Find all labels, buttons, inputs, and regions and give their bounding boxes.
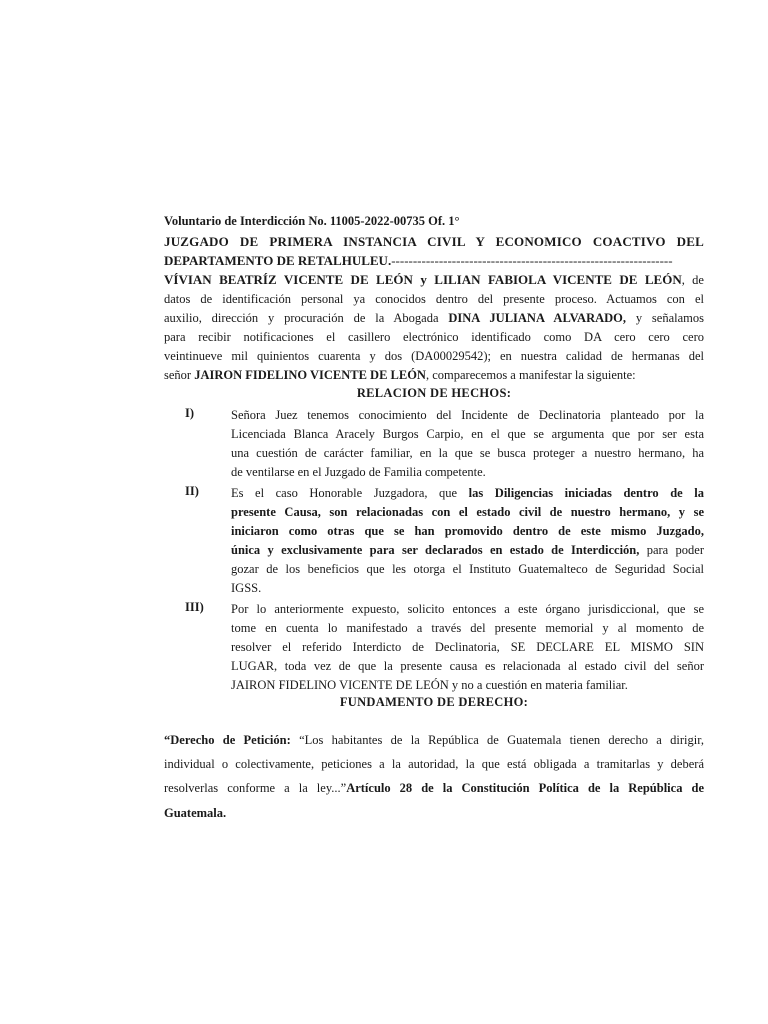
intro-l6-c: , comparecemos a manifestar la siguiente: xyxy=(425,368,636,382)
item-3-line-3: resolver el referido Interdicto de Declinatoria, SE DECLARE EL MISMO SIN xyxy=(231,640,704,654)
attorney-name: DINA JULIANA ALVARADO, xyxy=(448,311,627,325)
item-1-number: I) xyxy=(185,406,195,420)
intro-line-3 xyxy=(164,309,704,328)
item-2-line-3: iniciaron como otras que se han promovido dentro de este mismo Juzgado, xyxy=(231,524,704,538)
brother-name: JAIRON FIDELINO VICENTE DE LEÓN xyxy=(194,368,426,382)
fundamento-line-3 xyxy=(164,779,704,798)
petitioner-names: VÍVIAN BEATRÍZ VICENTE DE LEÓN y LILIAN FABIOLA VICENTE DE LEÓN xyxy=(164,272,682,287)
case-number-line: Voluntario de Interdicción No. 11005-2022-00735 Of. 1° xyxy=(164,214,460,228)
intro-l3-a: auxilio, dirección y procuración de la Abogada xyxy=(164,311,449,325)
derecho-peticion-label: “Derecho de Petición: xyxy=(164,733,291,747)
fundamento-line-2: individual o colectivamente, peticiones a la autoridad, la que está obligada a tramitarlas y deberá xyxy=(164,757,704,771)
intro-line-5: veintinueve mil quinientos cuarenta y dos (DA00029542); en nuestra calidad de hermanas del xyxy=(164,349,704,363)
item-2-l4-b: para poder xyxy=(639,543,704,557)
court-line-1: JUZGADO DE PRIMERA INSTANCIA CIVIL Y ECONOMICO COACTIVO DEL xyxy=(164,234,704,249)
fundamento-line-4: Guatemala. xyxy=(164,806,227,820)
intro-line-2: datos de identificación personal ya conocidos dentro del presente proceso. Actuamos con el xyxy=(164,292,704,306)
fundamento-heading: FUNDAMENTO DE DERECHO: xyxy=(339,695,529,709)
item-2-number: II) xyxy=(185,484,199,498)
item-1-line-4: de ventilarse en el Juzgado de Familia competente. xyxy=(231,465,486,479)
fundamento-l3-a: resolverlas conforme a la ley...” xyxy=(164,781,347,795)
intro-line-4: para recibir notificaciones el casillero electrónico identificado como DA cero cero cero xyxy=(164,330,704,344)
item-2-l1-b: las Diligencias iniciadas dentro de la xyxy=(468,486,704,500)
item-2-line-4 xyxy=(231,541,704,560)
item-3-line-5: JAIRON FIDELINO VICENTE DE LEÓN y no a cuestión en materia familiar. xyxy=(231,678,628,692)
item-2-line-6: IGSS. xyxy=(231,581,262,595)
item-2-line-1 xyxy=(231,484,704,503)
item-2-l1-a: Es el caso Honorable Juzgadora, que xyxy=(231,486,469,500)
item-1-line-3: una cuestión de carácter familiar, en la que se busca proteger a nuestro hermano, ha xyxy=(231,446,704,460)
fundamento-line-1 xyxy=(164,731,704,750)
constitution-citation: Artículo 28 de la Constitución Política de la República de xyxy=(346,781,704,795)
item-3-line-2: tome en cuenta lo manifestado a través del presente memorial y al momento de xyxy=(231,621,704,635)
intro-l3-c: y señalamos xyxy=(626,311,704,325)
intro-line-1 xyxy=(164,270,704,290)
item-3-line-1: Por lo anteriormente expuesto, solicito entonces a este órgano jurisdiccional, que se xyxy=(231,602,704,616)
fundamento-l1-b: “Los habitantes de la República de Guatemala tienen derecho a dirigir, xyxy=(290,733,704,747)
intro-line-6 xyxy=(164,366,704,385)
court-name-tail: DEPARTAMENTO DE RETALHULEU. xyxy=(164,253,392,268)
item-1-line-1: Señora Juez tenemos conocimiento del Incidente de Declinatoria planteado por la xyxy=(231,408,704,422)
relacion-heading: RELACION DE HECHOS: xyxy=(356,386,512,400)
intro-l6-a: señor xyxy=(164,368,195,382)
court-dashes: ----------------------------------------------------------------- xyxy=(391,253,673,268)
intro-names-tail: , de xyxy=(681,273,704,287)
court-line-2 xyxy=(164,251,704,270)
item-3-number: III) xyxy=(185,600,204,614)
item-2-line-2: presente Causa, son relacionadas con el estado civil de nuestro hermano, y se xyxy=(231,505,704,519)
item-1-line-2: Licenciada Blanca Aracely Burgos Carpio, en el que se argumenta que por ser esta xyxy=(231,427,704,441)
item-3-line-4: LUGAR, toda vez de que la presente causa es relacionada al estado civil del señor xyxy=(231,659,704,673)
item-2-line-5: gozar de los beneficios que les otorga el Instituto Guatemalteco de Seguridad Social xyxy=(231,562,704,576)
item-2-l4-a: única y exclusivamente para ser declarados en estado de Interdicción, xyxy=(231,543,640,557)
